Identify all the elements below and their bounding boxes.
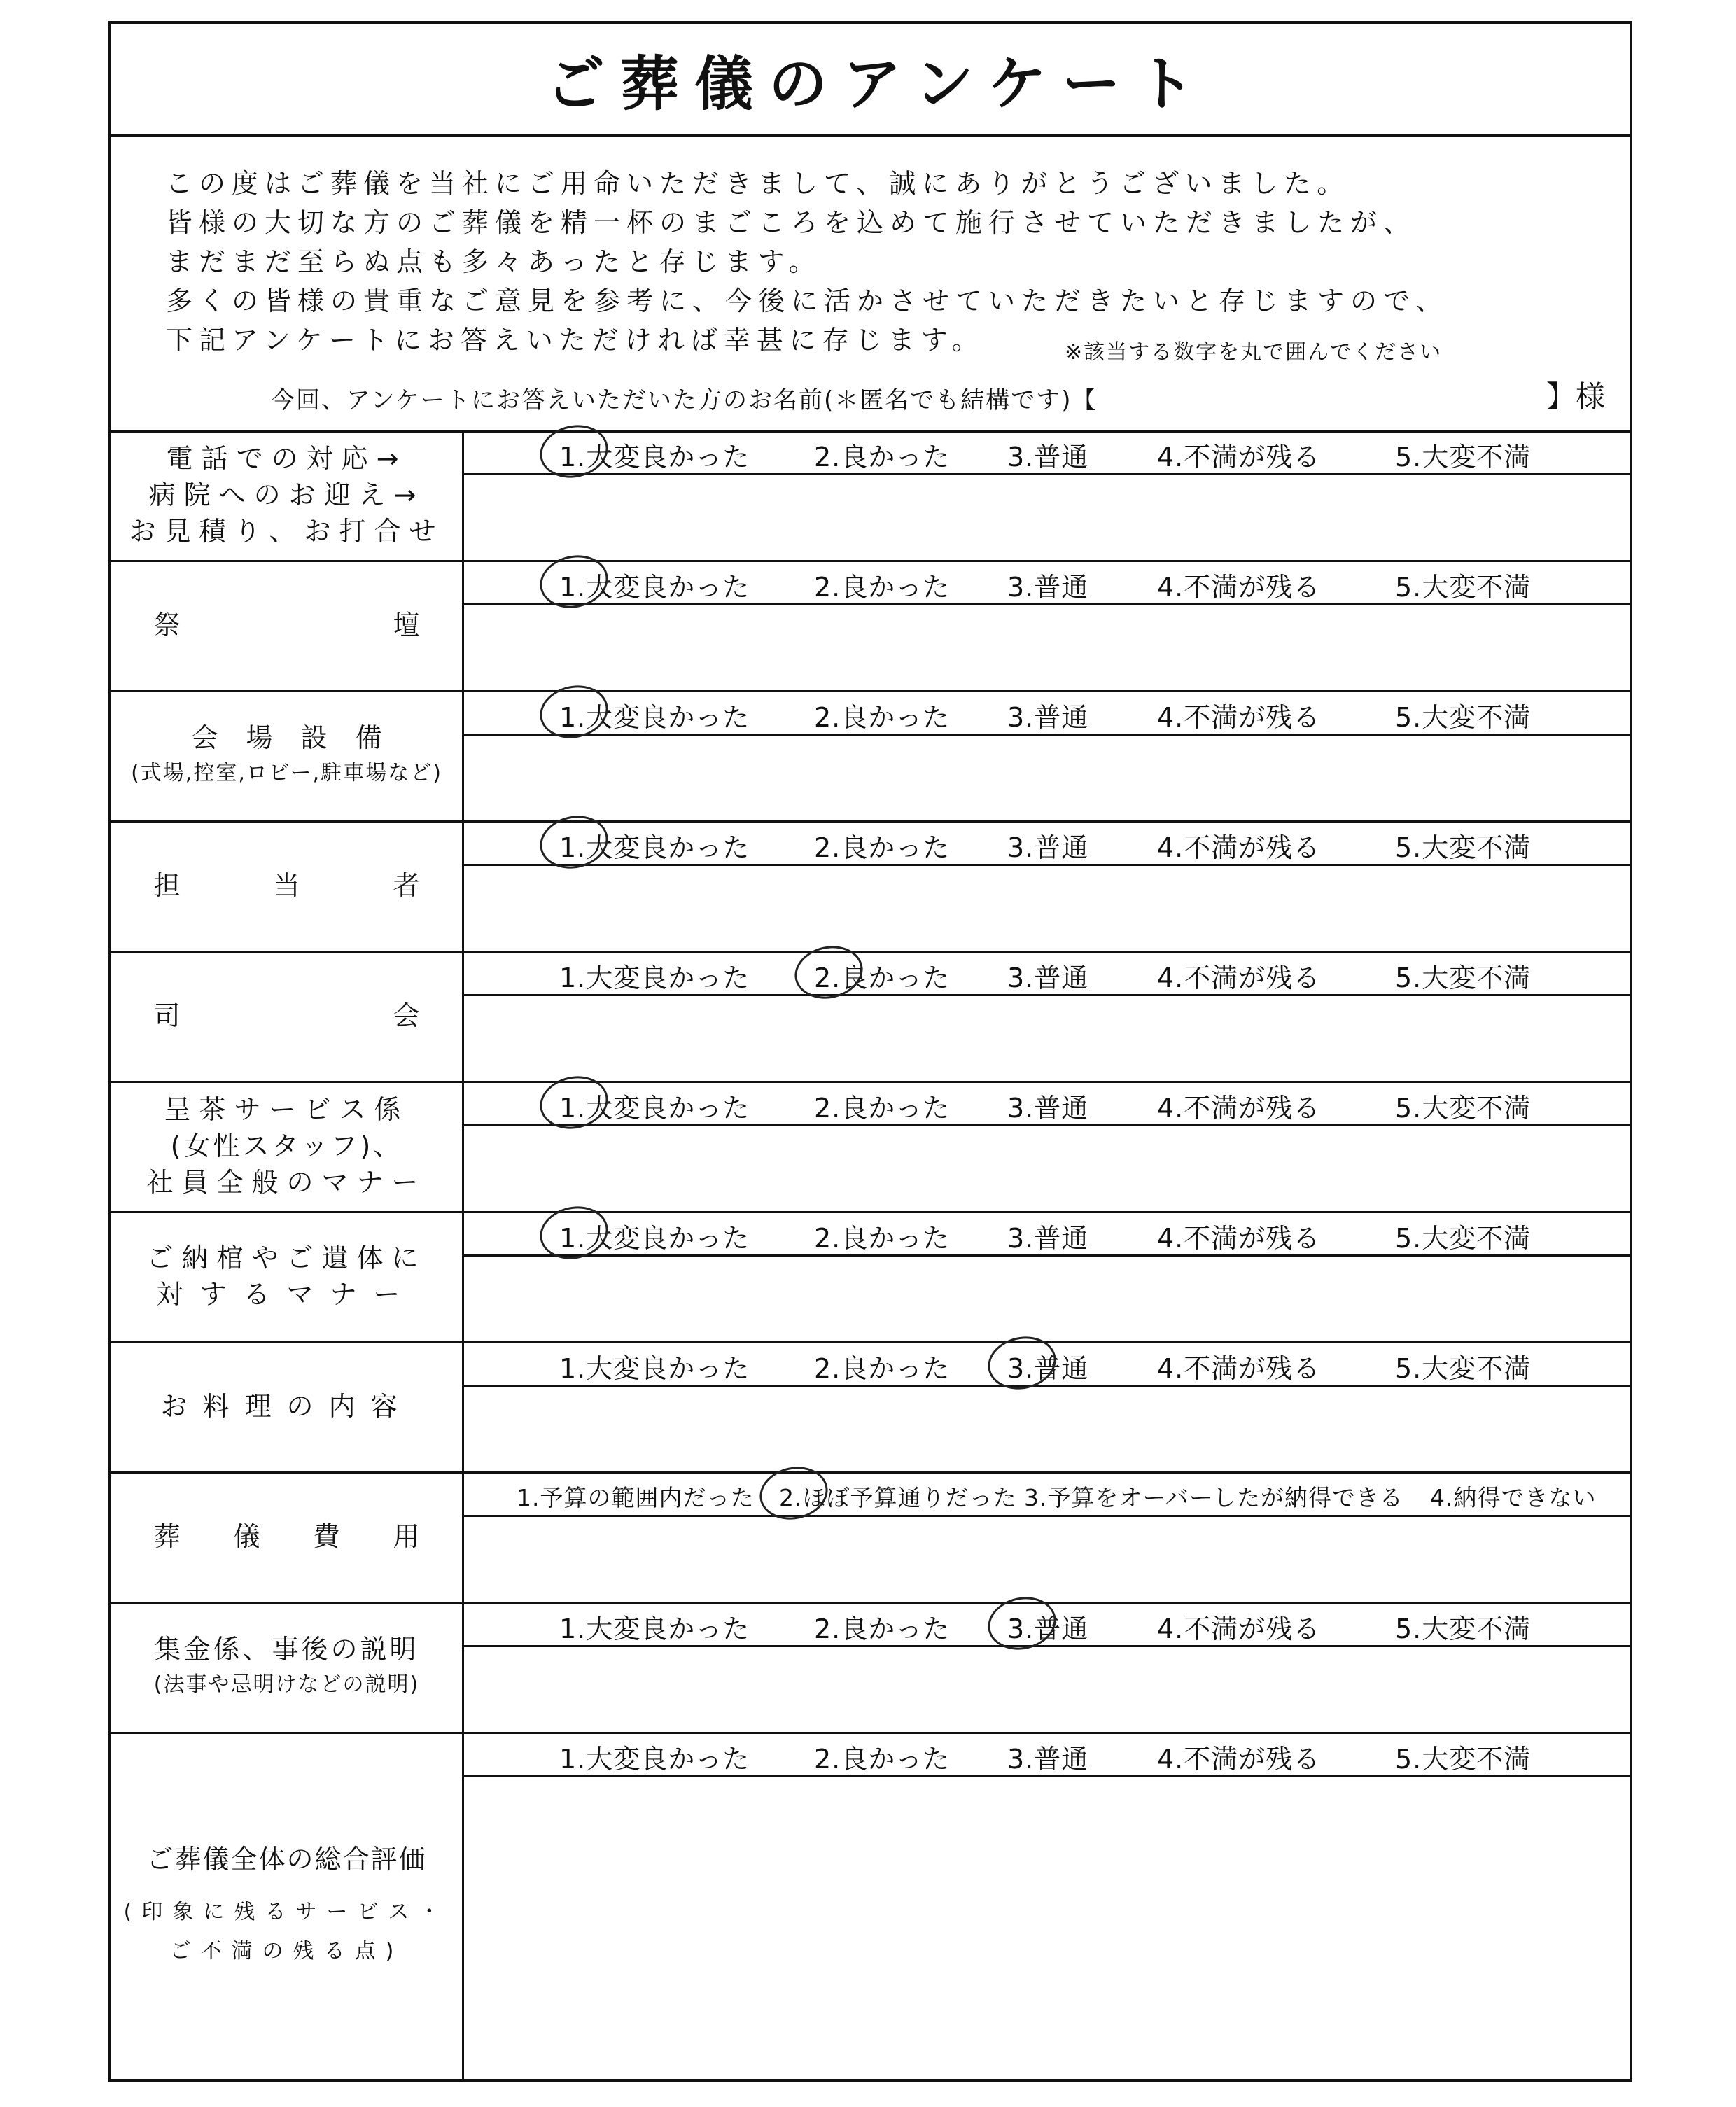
label-line: 会場設備 [191,722,410,753]
rating-option[interactable]: 2.良かった [814,1353,951,1384]
rating-options [464,820,1630,866]
label-char: 祭 [153,610,181,640]
rating-option[interactable]: 1.大変良かった [559,962,750,993]
rating-options [464,1602,1630,1647]
label-line: 病院へのお迎え→ [148,479,425,510]
rating-option[interactable]: 3.普通 [1007,1093,1089,1124]
rating-option[interactable]: 5.大変不満 [1395,1353,1532,1384]
rating-option[interactable]: 5.大変不満 [1395,442,1532,472]
label-sub: (法事や忌明けなどの説明) [153,1672,420,1697]
rating-option[interactable]: 4.不満が残る [1157,1353,1321,1384]
rating-option[interactable]: 1.大変良かった [559,1223,750,1254]
label-char: 儀 [233,1521,260,1552]
rating-option[interactable]: 2.良かった [814,702,951,733]
label-sub: ご不満の残る点) [169,1939,404,1963]
rating-option[interactable]: 5.大変不満 [1395,832,1532,863]
intro-text [166,164,1448,360]
label-char: 司 [153,1000,181,1031]
rating-option[interactable]: 4.不満が残る [1157,572,1321,603]
rating-option[interactable]: 5.大変不満 [1395,1744,1532,1774]
rating-option[interactable]: 4.不満が残る [1157,442,1321,472]
rating-option[interactable]: 4.不満が残る [1157,1093,1321,1124]
label-sub: (印象に残るサービス・ [123,1900,450,1924]
instruction-note: ※該当する数字を丸で囲んでください [1065,340,1443,365]
rating-option[interactable]: 5.大変不満 [1395,1614,1532,1644]
label-line: 対するマナー [156,1279,417,1310]
rating-option[interactable]: 2.良かった [814,1093,951,1124]
rating-option[interactable]: 1.大変良かった [559,442,750,472]
rating-options [464,1732,1630,1777]
rating-option[interactable]: 3.普通 [1007,1614,1089,1644]
rating-options [464,690,1630,736]
label-line: 呈茶サービス係 [164,1094,410,1125]
label-char: 葬 [153,1521,181,1552]
question-row [111,1471,1630,1604]
label-sub: (式場,控室,ロビー,駐車場など) [131,761,442,785]
rating-option[interactable]: 4.不満が残る [1157,832,1321,863]
label-line: 集金係、事後の説明 [154,1634,419,1665]
question-row [111,430,1630,562]
question-label [111,1732,464,2080]
rating-option[interactable]: 1.大変良かった [559,1744,750,1774]
question-row [111,1081,1630,1213]
page-title: ご葬儀のアンケート [546,49,1210,118]
rating-option[interactable]: 3.普通 [1007,702,1089,733]
question-row [111,690,1630,822]
rating-option[interactable]: 2.良かった [814,832,951,863]
title-box [111,24,1630,137]
label-char: 用 [393,1521,420,1552]
rating-option[interactable]: 2.良かった [814,442,951,472]
rating-option[interactable]: 1.大変良かった [559,572,750,603]
rating-option[interactable]: 5.大変不満 [1395,1223,1532,1254]
rating-option[interactable]: 1.大変良かった [559,1614,750,1644]
rating-option[interactable]: 4.不満が残る [1157,1744,1321,1774]
label-line: お見積り、お打合せ [129,516,444,547]
label-spread [154,604,420,646]
rating-options [464,1081,1630,1126]
rating-option[interactable]: 3.普通 [1007,572,1089,603]
question-row [111,1341,1630,1474]
rating-option[interactable]: 4.納得できない [1430,1484,1597,1511]
question-label [111,1081,464,1211]
question-row [111,1732,1630,2080]
label-spread [154,864,420,906]
rating-option[interactable]: 1.大変良かった [559,832,750,863]
rating-option[interactable]: 5.大変不満 [1395,962,1532,993]
rating-options [464,1471,1630,1517]
rating-option[interactable]: 3.普通 [1007,442,1089,472]
label-char: 壇 [393,610,420,640]
question-row [111,1602,1630,1734]
rating-option[interactable]: 2.良かった [814,962,951,993]
rating-option[interactable]: 2.良かった [814,1223,951,1254]
rating-option[interactable]: 3.普通 [1007,1353,1089,1384]
rating-options [464,1341,1630,1387]
rating-option[interactable]: 3.普通 [1007,1223,1089,1254]
intro-line: 皆様の大切な方のご葬儀を精一杯のまごころを込めて施行させていただきましたが、 [166,207,1417,238]
label-char: 者 [393,870,420,901]
question-label [111,560,464,690]
label-spread [154,995,420,1037]
question-row [111,951,1630,1083]
question-label [111,820,464,951]
rating-option[interactable]: 1.大変良かった [559,702,750,733]
question-label [111,690,464,820]
rating-option[interactable]: 2.良かった [814,1614,951,1644]
question-label [111,1341,464,1471]
label-line: (女性スタッフ)、 [170,1130,403,1161]
rating-option[interactable]: 2.良かった [814,1744,951,1774]
rating-option[interactable]: 1.大変良かった [559,1353,750,1384]
intro-line: この度はご葬儀を当社にご用命いただきまして、誠にありがとうございました。 [166,168,1350,199]
intro-line: まだまだ至らぬ点も多々あったと存じます。 [166,246,822,277]
rating-option[interactable]: 5.大変不満 [1395,1093,1532,1124]
rating-option[interactable]: 3.普通 [1007,832,1089,863]
rating-option[interactable]: 3.普通 [1007,1744,1089,1774]
question-label [111,430,464,560]
rating-option[interactable]: 2.ほぼ予算通りだった [779,1484,1017,1511]
rating-option[interactable]: 2.良かった [814,572,951,603]
rating-options [464,951,1630,996]
label-line: ご納棺やご遺体に [146,1242,427,1273]
rating-option[interactable]: 4.不満が残る [1157,1614,1321,1644]
rating-option[interactable]: 4.不満が残る [1157,1223,1321,1254]
question-label [111,1471,464,1602]
rating-option[interactable]: 1.予算の範囲内だった [517,1484,755,1511]
rating-option[interactable]: 5.大変不満 [1395,702,1532,733]
label-char: 会 [393,1000,420,1031]
question-label [111,951,464,1081]
label-char: 担 [153,870,181,901]
rating-option[interactable]: 3.予算をオーバーしたが納得できる [1024,1484,1404,1511]
rating-options [464,560,1630,606]
label-line: 社員全般のマナー [146,1167,427,1198]
label-line: 電話での対応→ [166,443,407,474]
intro-line: 下記アンケートにお答えいただければ幸甚に存じます。 [166,325,985,356]
label-line: ご葬儀全体の総合評価 [146,1844,427,1875]
survey-form [108,21,1632,2082]
question-row [111,560,1630,692]
question-row [111,1211,1630,1343]
rating-options [464,1211,1630,1256]
question-label [111,1602,464,1732]
name-prompt: 今回、アンケートにお答えいただいた方のお名前(＊匿名でも結構です)【 [271,386,1098,414]
rating-options [464,430,1630,475]
label-char: 当 [273,870,300,901]
rating-option[interactable]: 4.不満が残る [1157,962,1321,993]
label-char: 費 [313,1521,340,1552]
label-spread [154,1516,420,1558]
rating-option[interactable]: 4.不満が残る [1157,702,1321,733]
rating-option[interactable]: 3.普通 [1007,962,1089,993]
label-line: お料理の内容 [160,1391,413,1422]
question-label [111,1211,464,1341]
rating-option[interactable]: 1.大変良かった [559,1093,750,1124]
name-suffix: 】様 [1546,379,1606,414]
rating-option[interactable]: 5.大変不満 [1395,572,1532,603]
intro-line: 多くの皆様の貴重なご意見を参考に、今後に活かさせていただきたいと存じますので、 [166,286,1449,316]
intro-section [111,137,1630,433]
question-row [111,820,1630,953]
